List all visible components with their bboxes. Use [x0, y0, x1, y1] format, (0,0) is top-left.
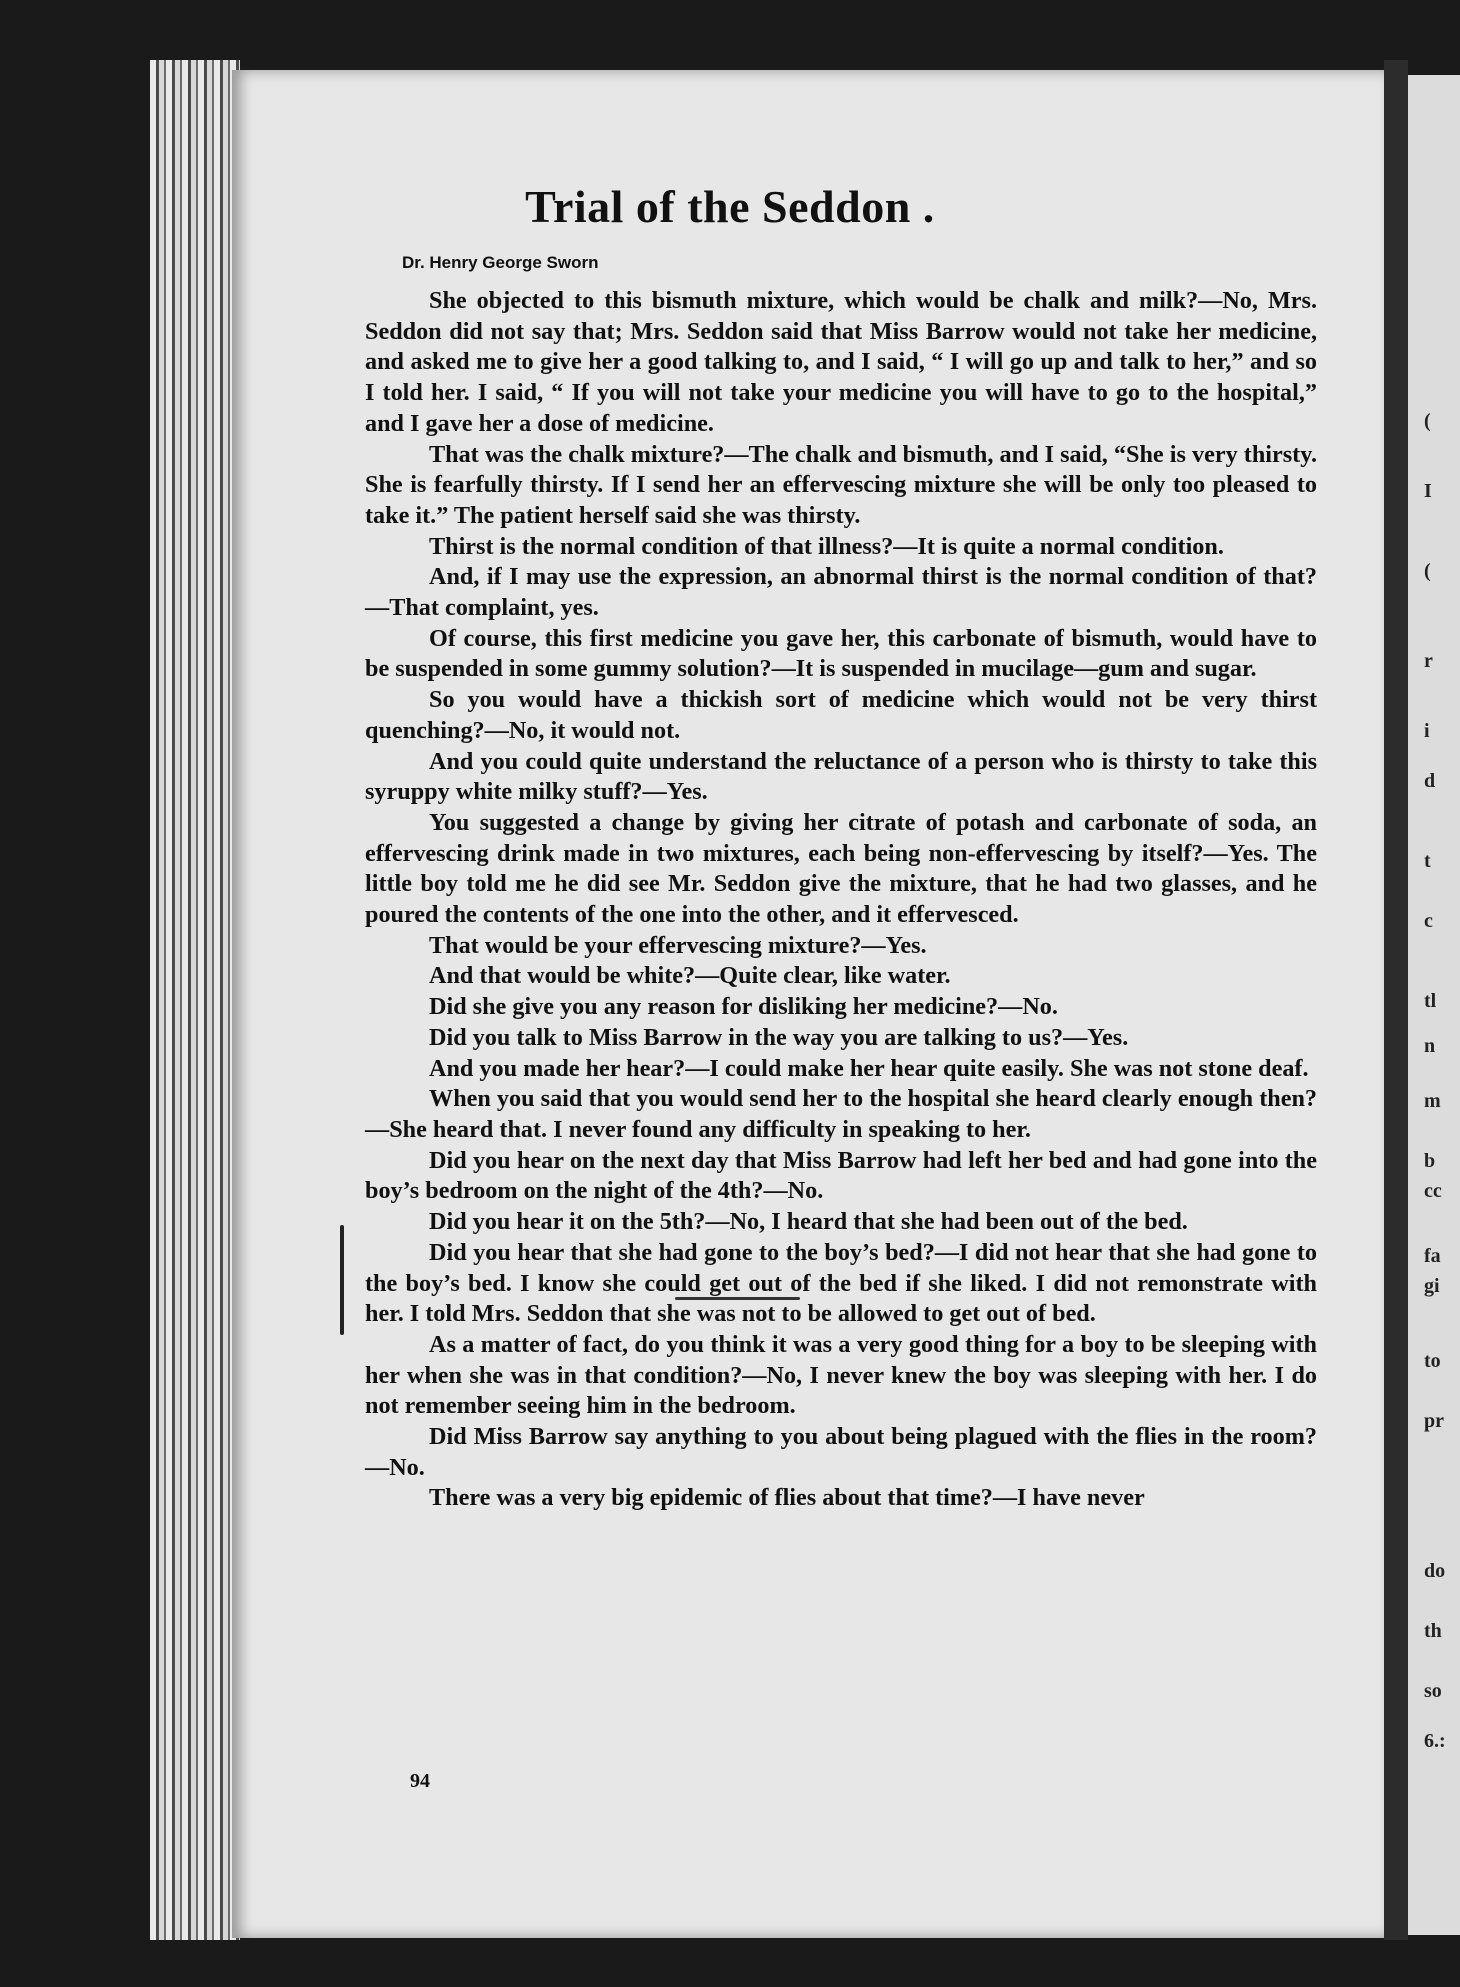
testimony-paragraph: You suggested a change by giving her citrate of potash and carbonate of soda, an effervescing drink made in two mixtures, each being non-effervescing by itself?—Yes. The little boy told me he did see Mr. Seddon give the mixture, that he had two glasses, and he poured the contents of the one into the other, and it effervesced.	[365, 808, 1317, 929]
adjacent-page-letter: 6.:	[1424, 1730, 1446, 1752]
adjacent-page-letter: pr	[1424, 1410, 1444, 1432]
adjacent-page-letter: th	[1424, 1620, 1442, 1642]
testimony-paragraph: Did Miss Barrow say anything to you about being plagued with the flies in the room?—No.	[365, 1423, 1317, 1481]
testimony-paragraph: And you could quite understand the reluctance of a person who is thirsty to take this syruppy white milky stuff?—Yes.	[365, 747, 1317, 806]
adjacent-page-letter: gi	[1424, 1275, 1440, 1297]
testimony-paragraph: When you said that you would send her to the hospital she heard clearly enough then?—She heard that. I never found any difficulty in speaking to her.	[365, 1085, 1317, 1143]
witness-heading: Dr. Henry George Sworn	[402, 253, 599, 272]
adjacent-page-letter: to	[1424, 1350, 1441, 1372]
testimony-paragraph: So you would have a thickish sort of medicine which would not be very thirst quenching?—No, it would not.	[365, 686, 1317, 744]
adjacent-page-letter: I	[1424, 480, 1432, 502]
adjacent-page-letter: n	[1424, 1035, 1436, 1057]
adjacent-page-letter: (	[1424, 410, 1431, 432]
handwritten-underline	[675, 1297, 800, 1300]
adjacent-page-letter: cc	[1424, 1180, 1442, 1202]
adjacent-page-letter: so	[1424, 1680, 1442, 1702]
testimony-paragraph: Did you hear on the next day that Miss Barrow had left her bed and had gone into the boy’s bedroom on the night of the 4th?—No.	[365, 1146, 1317, 1205]
adjacent-page-letter: tl	[1424, 990, 1437, 1012]
testimony-paragraph: Did you hear that she had gone to the boy’s bed?—I did not hear that she had gone to the boy’s bed. I know she could get out of the bed if she liked. I did not remonstrate with her. I told Mrs. Seddon that she was not to be allowed to get out of bed.	[365, 1238, 1317, 1328]
testimony-paragraph: Thirst is the normal condition of that illness?—It is quite a normal condition.	[429, 532, 1224, 560]
testimony-paragraph: Did she give you any reason for disliking her medicine?—No.	[429, 993, 1058, 1021]
adjacent-page-letter: fa	[1424, 1245, 1441, 1267]
adjacent-page-letter: d	[1424, 770, 1436, 792]
testimony-paragraph: And, if I may use the expression, an abnormal thirst is the normal condition of that?—That complaint, yes.	[365, 563, 1317, 622]
adjacent-page-letter: r	[1424, 650, 1433, 672]
testimony-paragraph: Did you talk to Miss Barrow in the way you are talking to us?—Yes.	[429, 1023, 1129, 1051]
testimony-paragraph: Of course, this first medicine you gave her, this carbonate of bismuth, would have to be suspended in some gummy solution?—It is suspended in mucilage—gum and sugar.	[365, 624, 1317, 683]
testimony-paragraph: And that would be white?—Quite clear, like water.	[429, 962, 951, 990]
testimony-paragraph: And you made her hear?—I could make her hear quite easily. She was not stone deaf.	[429, 1054, 1309, 1082]
testimony-paragraph: That would be your effervescing mixture?—Yes.	[429, 931, 927, 959]
adjacent-page-letter: m	[1424, 1090, 1441, 1112]
testimony-paragraph: That was the chalk mixture?—The chalk and bismuth, and I said, “She is very thirsty. She is fearfully thirsty. If I send her an effervescing mixture she will be only too pleased to take it.” The patient herself said she was thirsty.	[365, 440, 1317, 529]
adjacent-page-letter: c	[1424, 910, 1433, 932]
book-gutter	[1384, 60, 1408, 1940]
page-title: Trial of the Seddon .	[525, 181, 935, 232]
adjacent-page-letter: b	[1424, 1150, 1436, 1172]
testimony-text	[365, 286, 1317, 1514]
book-page-edges	[150, 60, 240, 1940]
testimony-paragraph: There was a very big epidemic of flies about that time?—I have never	[429, 1484, 1145, 1512]
page-number: 94	[410, 1770, 430, 1792]
adjacent-page-letter: i	[1424, 720, 1430, 742]
adjacent-page-letter: t	[1424, 850, 1431, 872]
testimony-paragraph: Did you hear it on the 5th?—No, I heard that she had been out of the bed.	[429, 1208, 1188, 1236]
handwritten-margin-mark	[340, 1225, 344, 1335]
testimony-paragraph: She objected to this bismuth mixture, which would be chalk and milk?—No, Mrs. Seddon did not say that; Mrs. Seddon said that Miss Barrow would not take her medicine, and asked me to give her a good talking to, and I said, “ I will go up and talk to her,” and so I told her. I said, “ If you will not take your medicine you will have to go to the hospital,” and I gave her a dose of medicine.	[365, 287, 1317, 437]
adjacent-page-fragment	[1408, 75, 1460, 1935]
adjacent-page-letter: (	[1424, 560, 1431, 582]
adjacent-page-letter: do	[1424, 1560, 1446, 1582]
testimony-paragraph: As a matter of fact, do you think it was a very good thing for a boy to be sleeping with her when she was in that condition?—No, I never knew the boy was sleeping with her. I do not remember seeing him in the bedroom.	[365, 1330, 1317, 1420]
